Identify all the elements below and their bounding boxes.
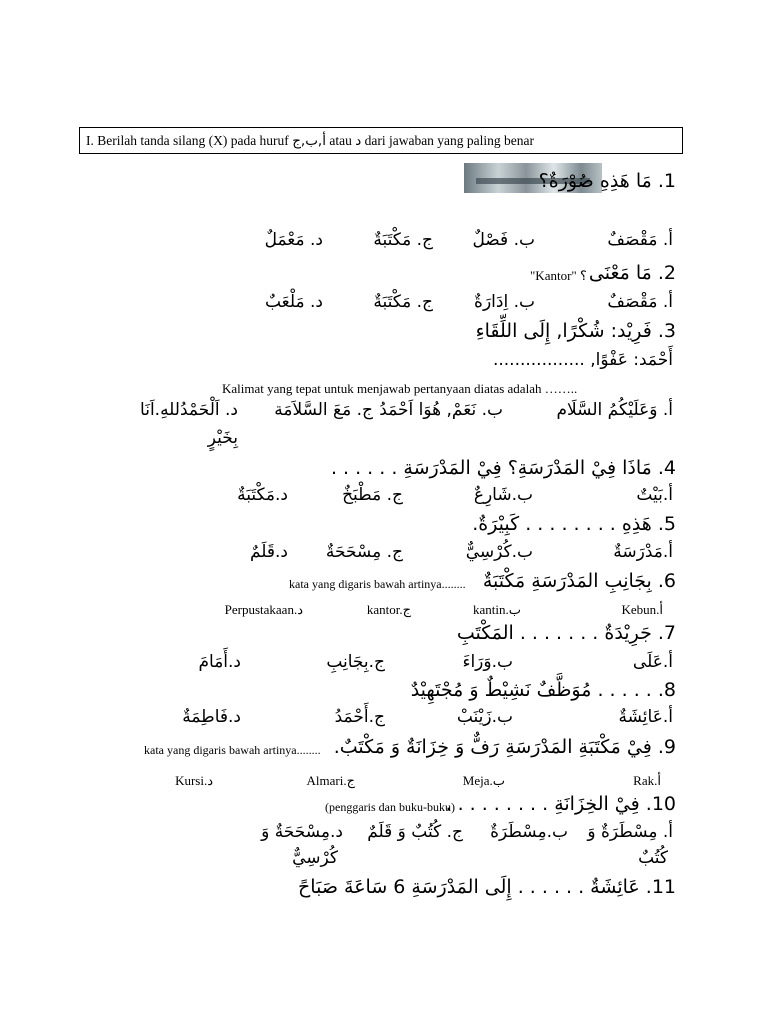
question-9: 9. فِيْ مَكْتَبَةِ المَدْرَسَةِ رَفٌّ وَ خِزَانَةٌ وَ مَكْتَبٌ. xyxy=(333,736,676,758)
question-2-latin: "Kantor" ؟ xyxy=(530,268,587,283)
q6-option-d[interactable]: Perpustakaan.د xyxy=(224,602,303,617)
q10-option-b[interactable]: ب.مِسْطَرَةٌ xyxy=(490,822,568,842)
q10-option-d-continued: كُرْسِيٌّ xyxy=(292,848,338,868)
question-3-line-2: أَحْمَد: عَفْوًا, ................. xyxy=(492,350,673,370)
q5-option-b[interactable]: ب.كُرْسِيٌّ xyxy=(465,542,533,562)
q7-option-a[interactable]: أ.عَلَى xyxy=(632,652,673,672)
q5-option-d[interactable]: د.قَلَمٌ xyxy=(249,542,288,562)
question-10-note: (penggaris dan buku-buku) xyxy=(325,800,455,814)
question-5: 5. هَذِهِ . . . . . . . . كَبِيْرَةٌ. xyxy=(472,513,676,535)
q3-option-c[interactable]: ج. مَعَ السَّلاَمَة xyxy=(274,400,373,420)
q1-option-c[interactable]: ج. مَكْتَبَةٌ xyxy=(373,230,433,250)
q5-option-c[interactable]: ج. مِسْحَحَةٌ xyxy=(325,542,403,562)
q3-option-b[interactable]: ب. نَعَمْ, هُوَا اَحْمَدُ xyxy=(379,400,503,420)
q2-option-a[interactable]: أ. مَقْصَفٌ xyxy=(607,292,673,312)
q3-option-d-continued: بِخَيْرٍ xyxy=(207,428,238,448)
q3-option-a[interactable]: أ. وَعَلَيْكُمُ السَّلَام xyxy=(556,400,673,420)
q6-option-c[interactable]: kantor.ج xyxy=(366,602,411,617)
q2-option-d[interactable]: د. مَلْعَبٌ xyxy=(264,292,323,312)
instruction-mid: atau xyxy=(325,133,356,148)
question-1: 1. مَا هَذِهِ صُوْرَةٌ؟ xyxy=(538,170,676,192)
instruction-letters: أ,ب,ج xyxy=(292,133,326,149)
q7-option-b[interactable]: ب.وَرَاءَ xyxy=(462,652,513,672)
instruction-box xyxy=(79,127,683,154)
question-3: 3. فَرِيْد: شُكْرًا, إِلَى اللِّقَاءِ xyxy=(475,320,676,342)
question-11: 11. عَائِشَةٌ . . . . . . إِلَى المَدْرَسَةِ 6 سَاعَةَ صَبَاحً xyxy=(298,876,676,898)
question-3-note: Kalimat yang tepat untuk menjawab pertanyaan diatas adalah …….. xyxy=(222,381,578,396)
question-7: 7. جَرِيْدَةٌ . . . . . . . المَكْتَبِ xyxy=(456,622,676,644)
q5-option-a[interactable]: أ.مَدْرَسَةٌ xyxy=(613,542,673,562)
q8-option-b[interactable]: ب.زَيْنَبْ xyxy=(456,707,513,727)
q9-option-b[interactable]: Meja.ب xyxy=(462,773,505,788)
q10-option-a[interactable]: أ. مِسْطَرَةٌ وَ xyxy=(587,822,673,842)
q6-option-a[interactable]: Kebun.أ xyxy=(621,602,663,617)
instruction-prefix: I. Berilah tanda silang (X) pada huruf xyxy=(86,133,293,148)
q2-option-c[interactable]: ج. مَكْتَبَةٌ xyxy=(373,292,433,312)
q2-option-b[interactable]: ب. اِدَارَةٌ xyxy=(474,292,535,312)
q9-option-a[interactable]: Rak.أ xyxy=(633,773,661,788)
question-10: 10. فِيْ الخِزَانَةِ . . . . . . . . . xyxy=(445,793,676,815)
q8-option-a[interactable]: أ.عَائِشَةٌ xyxy=(618,707,673,727)
q4-option-c[interactable]: ج. مَطْبَخٌ xyxy=(342,485,403,505)
q4-option-b[interactable]: ب.شَارِعٌ xyxy=(473,485,533,505)
question-6: 6. بِجَانِبِ المَدْرَسَةِ مَكْتَبَةٌ xyxy=(482,570,676,592)
q4-option-a[interactable]: أ.بَيْتٌ xyxy=(636,485,673,505)
instruction-letter-d: د xyxy=(355,133,362,149)
q1-option-a[interactable]: أ. مَقْصَفٌ xyxy=(607,230,673,250)
q1-option-d[interactable]: د. مَعْمَلٌ xyxy=(264,230,323,250)
q10-option-a-continued: كُتُبٌ xyxy=(638,848,668,868)
q7-option-c[interactable]: ج.بِجَانِبِ xyxy=(326,652,385,672)
q9-option-c[interactable]: Almari.ج xyxy=(306,773,355,788)
q7-option-d[interactable]: د.أَمَامَ xyxy=(198,652,241,672)
q6-option-b[interactable]: kantin.ب xyxy=(473,602,521,617)
q8-option-d[interactable]: د.فَاطِمَةٌ xyxy=(182,707,241,727)
question-9-note: kata yang digaris bawah artinya........ xyxy=(144,743,321,757)
question-2: 2. مَا مَعْنَى xyxy=(588,262,676,284)
q10-option-c[interactable]: ج. كُتُبٌ وَ قَلَمٌ xyxy=(367,822,463,842)
q9-option-d[interactable]: Kursi.د xyxy=(175,773,213,788)
question-4: 4. مَاذَا فِيْ المَدْرَسَةِ؟ فِيْ المَدْرَسَةِ . . . . . . xyxy=(330,457,676,479)
q3-option-d[interactable]: د. اَلْحَمْدُللهِ.اَنَا xyxy=(140,400,238,420)
question-8: 8. . . . . . مُوَظَّفٌ نَشِيْطٌ وَ مُجْتَهِيْدٌ xyxy=(410,679,676,701)
q4-option-d[interactable]: د.مَكْتَبَةٌ xyxy=(237,485,288,505)
q1-option-b[interactable]: ب. فَصْلٌ xyxy=(472,230,535,250)
q8-option-c[interactable]: ج.أَحْمَدُ xyxy=(334,707,385,727)
question-6-note: kata yang digaris bawah artinya........ xyxy=(289,577,466,591)
instruction-suffix: dari jawaban yang paling benar xyxy=(361,133,535,148)
q10-option-d[interactable]: د.مِسْحَحَةٌ وَ xyxy=(261,822,343,842)
